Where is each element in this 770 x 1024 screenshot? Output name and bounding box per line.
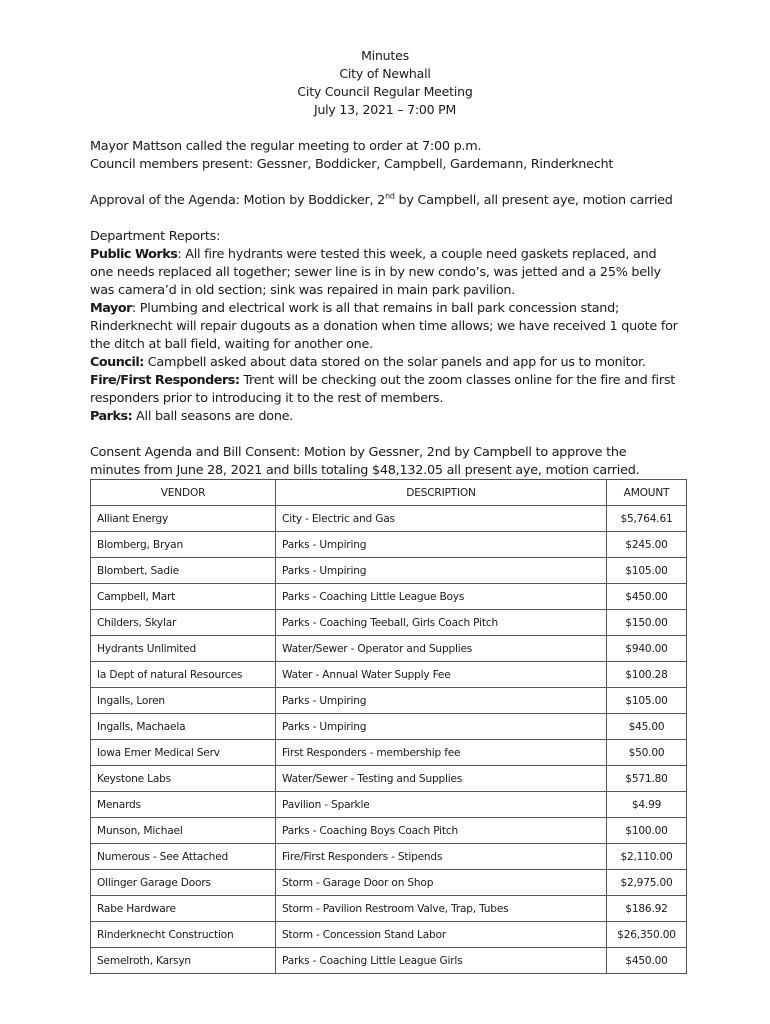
- fire-label: Fire/First Responders:: [90, 373, 240, 388]
- department-reports-heading: Department Reports:: [90, 229, 221, 244]
- council-text: Campbell asked about data stored on the solar panels and app for us to monitor.: [143, 355, 646, 370]
- amount-cell: $100.00: [607, 818, 687, 844]
- description-cell: Water - Annual Water Supply Fee: [276, 662, 607, 688]
- council-label: Council:: [90, 355, 144, 370]
- amount-cell: $100.28: [607, 662, 687, 688]
- amount-cell: $45.00: [607, 714, 687, 740]
- amount-cell: $2,975.00: [607, 870, 687, 896]
- fire-text: Trent will be checking out the zoom classes online for the fire and first responders prior to introducing it to the rest of members.: [90, 373, 676, 406]
- description-cell: Storm - Pavilion Restroom Valve, Trap, Tubes: [276, 896, 607, 922]
- amount-cell: $105.00: [607, 688, 687, 714]
- amount-column-header: AMOUNT: [607, 480, 687, 506]
- bills-table: [90, 479, 687, 974]
- table-row: [91, 792, 687, 818]
- table-row: [91, 714, 687, 740]
- amount-cell: $450.00: [607, 948, 687, 974]
- vendor-cell: Menards: [91, 792, 276, 818]
- amount-cell: $5,764.61: [607, 506, 687, 532]
- table-row: [91, 662, 687, 688]
- vendor-cell: Campbell, Mart: [91, 584, 276, 610]
- vendor-cell: Numerous - See Attached: [91, 844, 276, 870]
- description-cell: Pavilion - Sparkle: [276, 792, 607, 818]
- amount-cell: $450.00: [607, 584, 687, 610]
- table-row: [91, 558, 687, 584]
- mayor-text: : Plumbing and electrical work is all that remains in ball park concession stand; Rinderknecht will repair dugouts as a donation when time allows; we have received 1 quote for the ditch at ball field, waiting for another one.: [90, 301, 678, 352]
- vendor-cell: Semelroth, Karsyn: [91, 948, 276, 974]
- header-date: July 13, 2021 – 7:00 PM: [313, 102, 457, 117]
- table-row: [91, 922, 687, 948]
- table-row: [91, 818, 687, 844]
- report-fire: [90, 372, 680, 408]
- table-row: [91, 870, 687, 896]
- description-cell: Parks - Coaching Little League Girls: [276, 948, 607, 974]
- report-council: [90, 354, 680, 372]
- description-cell: Parks - Umpiring: [276, 688, 607, 714]
- description-cell: Water/Sewer - Testing and Supplies: [276, 766, 607, 792]
- vendor-column-header: VENDOR: [91, 480, 276, 506]
- vendor-cell: Ingalls, Machaela: [91, 714, 276, 740]
- vendor-cell: Ia Dept of natural Resources: [91, 662, 276, 688]
- department-reports: [90, 228, 680, 426]
- description-cell: City - Electric and Gas: [276, 506, 607, 532]
- description-cell: Parks - Umpiring: [276, 714, 607, 740]
- call-to-order: Mayor Mattson called the regular meeting to order at 7:00 p.m.: [90, 139, 482, 154]
- table-row: [91, 896, 687, 922]
- amount-cell: $26,350.00: [607, 922, 687, 948]
- vendor-cell: Ollinger Garage Doors: [91, 870, 276, 896]
- call-to-order-paragraph: [90, 138, 680, 174]
- description-cell: Parks - Umpiring: [276, 558, 607, 584]
- table-row: [91, 740, 687, 766]
- table-row: [91, 610, 687, 636]
- parks-text: All ball seasons are done.: [132, 409, 294, 424]
- description-cell: Parks - Coaching Little League Boys: [276, 584, 607, 610]
- vendor-cell: Rinderknecht Construction: [91, 922, 276, 948]
- amount-cell: $105.00: [607, 558, 687, 584]
- amount-cell: $571.80: [607, 766, 687, 792]
- header-meeting-type: City Council Regular Meeting: [297, 84, 473, 99]
- amount-cell: $150.00: [607, 610, 687, 636]
- vendor-cell: Blomberg, Bryan: [91, 532, 276, 558]
- table-row: [91, 532, 687, 558]
- vendor-cell: Hydrants Unlimited: [91, 636, 276, 662]
- amount-cell: $50.00: [607, 740, 687, 766]
- description-column-header: DESCRIPTION: [276, 480, 607, 506]
- table-row: [91, 506, 687, 532]
- agenda-superscript: nd: [385, 191, 395, 201]
- table-row: [91, 584, 687, 610]
- amount-cell: $940.00: [607, 636, 687, 662]
- table-row: [91, 948, 687, 974]
- header-title: Minutes: [361, 48, 409, 63]
- vendor-cell: Ingalls, Loren: [91, 688, 276, 714]
- header-city: City of Newhall: [339, 66, 431, 81]
- vendor-cell: Childers, Skylar: [91, 610, 276, 636]
- public-works-label: Public Works: [90, 247, 178, 262]
- description-cell: Storm - Concession Stand Labor: [276, 922, 607, 948]
- table-row: [91, 688, 687, 714]
- description-cell: Parks - Coaching Boys Coach Pitch: [276, 818, 607, 844]
- vendor-cell: Alliant Energy: [91, 506, 276, 532]
- report-parks: [90, 408, 680, 426]
- table-row: [91, 636, 687, 662]
- table-row: [91, 766, 687, 792]
- table-header-row: [91, 480, 687, 506]
- mayor-label: Mayor: [90, 301, 132, 316]
- vendor-cell: Keystone Labs: [91, 766, 276, 792]
- description-cell: Water/Sewer - Operator and Supplies: [276, 636, 607, 662]
- agenda-text-before: Approval of the Agenda: Motion by Boddicker, 2: [90, 193, 386, 208]
- report-public-works: [90, 246, 680, 300]
- amount-cell: $186.92: [607, 896, 687, 922]
- vendor-cell: Blombert, Sadie: [91, 558, 276, 584]
- amount-cell: $245.00: [607, 532, 687, 558]
- amount-cell: $4.99: [607, 792, 687, 818]
- members-present: Council members present: Gessner, Boddicker, Campbell, Gardemann, Rinderknecht: [90, 157, 614, 172]
- table-row: [91, 844, 687, 870]
- report-mayor: [90, 300, 680, 354]
- description-cell: Fire/First Responders - Stipends: [276, 844, 607, 870]
- agenda-approval: [90, 192, 680, 210]
- vendor-cell: Iowa Emer Medical Serv: [91, 740, 276, 766]
- minutes-header: [0, 47, 770, 119]
- amount-cell: $2,110.00: [607, 844, 687, 870]
- vendor-cell: Rabe Hardware: [91, 896, 276, 922]
- public-works-text: : All fire hydrants were tested this week, a couple need gaskets replaced, and one needs replaced all together; sewer line is in by new condo’s, was jetted and a 25% belly was camera’d in old section; sink was repaired in main park pavilion.: [90, 247, 661, 298]
- bills-table-body: [91, 506, 687, 974]
- description-cell: Storm - Garage Door on Shop: [276, 870, 607, 896]
- description-cell: First Responders - membership fee: [276, 740, 607, 766]
- consent-agenda: Consent Agenda and Bill Consent: Motion by Gessner, 2nd by Campbell to approve the minutes from June 28, 2021 and bills totaling $48,132.05 all present aye, motion carried.: [90, 445, 640, 478]
- parks-label: Parks:: [90, 409, 133, 424]
- description-cell: Parks - Coaching Teeball, Girls Coach Pitch: [276, 610, 607, 636]
- vendor-cell: Munson, Michael: [91, 818, 276, 844]
- agenda-text-after: by Campbell, all present aye, motion carried: [394, 193, 673, 208]
- description-cell: Parks - Umpiring: [276, 532, 607, 558]
